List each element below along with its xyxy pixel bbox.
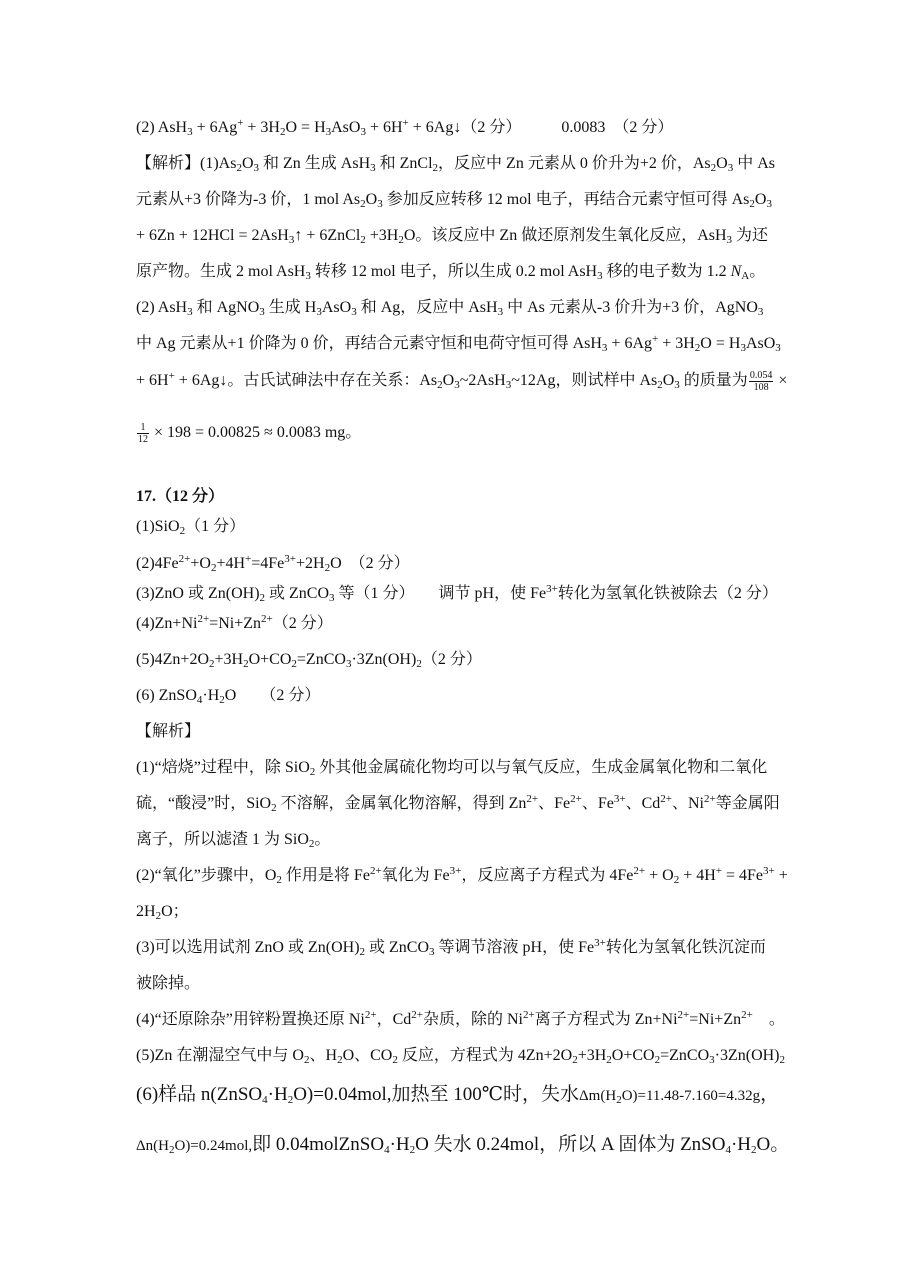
text-segment: 2 — [304, 1054, 310, 1066]
text-segment: 2 — [168, 1144, 175, 1156]
text-segment: 2 — [710, 162, 717, 174]
text-line-l13 — [136, 583, 778, 605]
text-segment: + 3H — [243, 119, 280, 136]
text-segment: 转化为氢氧化铁被除去（2 分） — [557, 585, 778, 602]
text-segment: 2 — [337, 1054, 343, 1066]
text-segment: 3 — [601, 342, 608, 354]
text-segment: O = H — [285, 119, 326, 136]
text-segment: 3 — [259, 306, 265, 318]
text-segment: 原产物。生成 2 mol AsH — [136, 263, 306, 280]
text-segment: 2 — [673, 874, 680, 886]
text-segment: + O — [645, 867, 674, 884]
text-segment: 、Fe — [581, 795, 614, 812]
text-segment: 即 0.04molZnSO — [252, 1134, 385, 1155]
text-segment: 2 — [392, 1054, 398, 1066]
text-segment: 2 — [279, 126, 286, 138]
text-segment: 、H — [309, 1047, 338, 1064]
text-segment: 3+ — [284, 553, 296, 565]
text-segment: 的质量为 — [679, 372, 748, 390]
text-segment: 2 — [210, 562, 217, 574]
text-segment: 2 — [360, 198, 366, 210]
text-segment: 4 — [384, 1144, 390, 1156]
text-segment: 3 — [454, 379, 460, 392]
text-segment: 2+ — [411, 1009, 423, 1021]
text-segment: 2 — [416, 658, 422, 670]
text-segment: 2+ — [633, 865, 646, 877]
text-line-l9 — [136, 422, 361, 445]
fraction-denominator: 108 — [753, 382, 769, 393]
text-line-l10 — [136, 486, 224, 508]
text-segment: + 6Ag — [192, 119, 238, 136]
text-segment: (3)可以选用试剂 ZnO 或 Zn(OH) — [136, 939, 360, 956]
text-segment: 2+ — [364, 1009, 377, 1021]
text-line-l5 — [136, 261, 765, 283]
text-segment: 3 — [253, 162, 260, 174]
text-segment: ~2AsH — [459, 372, 506, 390]
text-segment: 2 — [606, 1054, 612, 1066]
text-line-l8 — [136, 370, 787, 393]
text-segment: + 6Ag — [607, 335, 652, 352]
text-segment: 3+ — [546, 583, 558, 595]
text-segment: 中 Ag 元素从+1 价降为 0 价，再结合元素守恒和电荷守恒可得 AsH — [136, 335, 602, 352]
text-line-l11 — [136, 516, 245, 538]
text-segment: O — [754, 191, 767, 208]
text-segment: 2 — [751, 1144, 757, 1156]
text-segment: (2)“氧化”步骤中，O — [136, 867, 277, 884]
text-segment: 2 — [308, 838, 315, 850]
text-segment: 氧化为 Fe — [381, 867, 450, 884]
text-segment: 4 — [196, 694, 203, 706]
text-segment: ↑ + 6ZnCl — [294, 227, 361, 244]
text-segment: = 4Fe — [722, 867, 764, 884]
text-segment: 或 ZnCO — [365, 939, 430, 956]
text-segment: 被除掉。 — [136, 975, 201, 992]
text-segment: (4)“还原除杂”用锌粉置换还原 Ni — [136, 1011, 365, 1028]
text-segment: =4Fe — [251, 555, 285, 572]
text-segment: 2+ — [197, 613, 210, 625]
text-segment: × — [774, 372, 788, 390]
text-segment: O — [365, 191, 378, 208]
text-segment: 3+ — [594, 937, 606, 949]
text-segment: × 198 = 0.00825 ≈ 0.0083 mg。 — [150, 424, 362, 442]
text-segment: =Ni+Zn — [209, 615, 261, 632]
text-segment: 2 — [309, 766, 316, 778]
text-segment: (5)4Zn+2O — [136, 651, 210, 668]
text-segment: 和 AgNO — [192, 299, 260, 316]
text-segment: AsO — [331, 119, 361, 136]
text-segment: O （2 分） — [330, 555, 410, 572]
text-segment: 2 — [276, 874, 282, 886]
text-segment: + 6Ag↓（2 分） 0.0083 （2 分） — [408, 119, 674, 136]
text-segment: 2 — [271, 802, 277, 814]
text-segment: AsO — [745, 335, 776, 352]
text-line-l20 — [136, 829, 330, 851]
text-line-l24 — [136, 973, 200, 995]
text-segment: ·H — [267, 1084, 288, 1105]
text-segment: + 6Ag↓。古氏试砷法中存在关系：As — [174, 372, 438, 390]
text-segment: 2 — [155, 910, 162, 922]
text-segment: 3 — [360, 126, 366, 138]
text-segment: 2 — [654, 1054, 661, 1066]
text-line-l27 — [136, 1084, 779, 1107]
text-segment: (6) ZnSO — [136, 687, 197, 704]
text-segment: 3 — [709, 1054, 715, 1066]
text-segment: 2H — [136, 903, 156, 920]
text-segment: O — [442, 372, 455, 390]
text-segment: Δm(H — [579, 1088, 617, 1104]
text-line-l21 — [136, 865, 788, 887]
text-segment: ~12Ag，则试样中 As — [511, 372, 658, 390]
text-segment: 2 — [179, 525, 186, 537]
text-segment: 、Cd — [625, 795, 661, 812]
text-segment: + 6H — [136, 372, 169, 390]
text-segment: 3 — [766, 198, 772, 210]
text-segment: =ZnCO — [660, 1047, 710, 1064]
text-segment: 2 — [779, 1054, 786, 1066]
text-segment: 离子，所以滤渣 1 为 SiO — [136, 831, 309, 848]
text-segment: + 6H — [365, 119, 403, 136]
text-segment: 3 — [370, 162, 376, 174]
text-segment: 作用是将 Fe — [281, 867, 370, 884]
text-segment: 2 — [359, 946, 366, 958]
text-segment: 杂质，除的 Ni — [423, 1011, 524, 1028]
text-segment: 2+ — [261, 613, 273, 625]
text-line-l17 — [136, 721, 200, 743]
text-segment: (1)“焙烧”过程中，除 SiO — [136, 759, 310, 776]
text-segment: + — [715, 865, 722, 877]
text-segment: 3 — [740, 342, 746, 354]
text-segment: 3 — [727, 162, 734, 174]
text-segment: 3 — [775, 342, 781, 354]
text-segment: 2 — [236, 162, 242, 174]
text-segment: +3H — [577, 1047, 607, 1064]
text-segment: 2 — [360, 234, 366, 246]
text-segment: 3 — [726, 234, 733, 246]
text-segment: 中 As 元素从-3 价升为+3 价，AgNO — [503, 299, 758, 316]
text-segment: 3+ — [613, 793, 626, 805]
text-segment: 。 — [314, 831, 331, 848]
text-segment: 硫，“酸浸”时，SiO — [136, 795, 272, 812]
text-segment: ， — [760, 1084, 780, 1105]
text-segment: 外其他金属硫化物均可以与氧气反应，生成金属氧化物和二氧化 — [315, 759, 768, 776]
text-line-l12 — [136, 553, 410, 575]
text-segment: ，反应离子方程式为 4Fe — [461, 867, 634, 884]
text-line-l19 — [136, 793, 780, 815]
text-segment: 2 — [291, 658, 297, 670]
text-segment: O。 — [756, 1134, 790, 1155]
text-segment: ·3Zn(OH) — [351, 651, 417, 668]
text-segment: 3 — [497, 306, 504, 318]
text-segment: （2 分） — [421, 651, 482, 668]
text-line-l16 — [136, 685, 320, 707]
text-segment: 3+ — [763, 865, 775, 877]
text-segment: 2+ — [677, 1009, 690, 1021]
text-segment: 2 — [657, 379, 663, 392]
text-segment: =ZnCO — [296, 651, 346, 668]
text-segment: 3 — [429, 946, 435, 958]
text-segment: 2 — [694, 342, 701, 354]
text-segment: 和 Ag，反应中 AsH — [356, 299, 498, 316]
text-segment: O)=11.48-7.160=4.32g — [621, 1088, 761, 1104]
text-segment: ，反应中 Zn 元素从 0 价升为+2 价，As — [438, 155, 711, 172]
text-segment: ·3Zn(OH) — [714, 1047, 780, 1064]
text-segment: + — [402, 117, 409, 129]
text-segment: (4)Zn+Ni — [136, 615, 198, 632]
text-segment: =Ni+Zn — [689, 1011, 742, 1028]
text-segment: 3 — [345, 658, 352, 670]
text-line-l7 — [136, 333, 781, 355]
text-segment: 或 ZnCO — [265, 585, 330, 602]
text-segment: 2 — [398, 234, 404, 246]
text-line-l18 — [136, 757, 767, 779]
text-segment: 3 — [325, 126, 332, 138]
text-segment: （1 分） — [185, 518, 246, 535]
text-segment: (3)ZnO 或 Zn(OH) — [136, 585, 260, 602]
text-segment: 2 — [409, 1144, 416, 1156]
text-segment: O、CO — [342, 1047, 393, 1064]
text-segment: 2 — [259, 592, 266, 604]
text-line-l15 — [136, 649, 482, 671]
text-segment: AsO — [321, 299, 352, 316]
text-segment: A — [741, 270, 750, 282]
text-segment: 3 — [351, 306, 357, 318]
text-line-l2 — [136, 153, 775, 175]
text-segment: 2+ — [178, 553, 191, 565]
text-line-l14 — [136, 613, 333, 635]
text-line-l3 — [136, 189, 772, 211]
text-segment: 2+ — [660, 793, 672, 805]
text-segment: 转移 12 mol 电子，所以生成 0.2 mol AsH — [310, 263, 598, 280]
text-segment: O — [716, 155, 728, 172]
text-segment: 生成 H — [264, 299, 317, 316]
text-segment: 4 — [262, 1094, 268, 1106]
text-segment: 中 As — [733, 155, 775, 172]
text-segment: Δn(H — [136, 1138, 169, 1154]
text-segment: + — [774, 867, 788, 884]
text-segment: +3H — [365, 227, 399, 244]
text-segment: 。 — [752, 1011, 785, 1028]
text-segment: (2)4Fe — [136, 555, 179, 572]
text-segment: O — [241, 155, 254, 172]
text-segment: 2 — [287, 1094, 294, 1106]
text-segment: (2) AsH — [136, 299, 188, 316]
text-segment: 2 — [209, 658, 215, 670]
text-segment: 等（1 分） 调节 pH，使 Fe — [334, 585, 547, 602]
fraction — [137, 422, 149, 445]
text-segment: 2+ — [570, 793, 582, 805]
text-segment: 参加反应转移 12 mol 电子，再结合元素守恒可得 As — [382, 191, 750, 208]
fraction-numerator: 0.054 — [749, 370, 773, 381]
text-segment: + 6Zn + 12HCl = 2AsH — [136, 227, 289, 244]
text-segment: 等金属阳 — [715, 795, 780, 812]
text-segment: 【解析】(1)As — [136, 155, 237, 172]
text-segment: O)=0.24mol, — [174, 1138, 253, 1154]
text-segment: 【解析】 — [136, 723, 201, 740]
text-segment: ·H — [389, 1134, 410, 1155]
text-segment: 2+ — [526, 793, 539, 805]
fraction-numerator: 1 — [137, 422, 149, 434]
fraction — [749, 370, 774, 393]
text-line-l23 — [136, 937, 766, 959]
text-segment: 3 — [187, 126, 193, 138]
text-segment: 3 — [377, 198, 383, 210]
text-segment: + — [245, 553, 252, 565]
text-segment: + — [168, 370, 175, 383]
text-segment: 2 — [243, 658, 249, 670]
fraction-denominator: 12 — [138, 434, 148, 445]
text-segment: 2 — [572, 1054, 578, 1066]
text-segment: 2+ — [704, 793, 716, 805]
text-segment: 和 ZnCl — [375, 155, 433, 172]
text-segment: 等调节溶液 pH，使 Fe — [434, 939, 595, 956]
text-segment: + — [237, 117, 244, 129]
text-segment: 为还 — [732, 227, 769, 244]
text-segment: + 4H — [679, 867, 716, 884]
text-segment: 转化为氢氧化铁沉淀而 — [605, 939, 766, 956]
text-segment: 3 — [288, 234, 295, 246]
text-segment: ·H — [730, 1134, 752, 1155]
text-line-l22 — [136, 901, 189, 923]
text-line-l26 — [136, 1045, 785, 1067]
text-segment: O+CO — [248, 651, 292, 668]
text-segment: 、Ni — [671, 795, 704, 812]
text-segment: O = H — [700, 335, 741, 352]
text-line-l6 — [136, 297, 763, 319]
text-segment: (5)Zn 在潮湿空气中与 O — [136, 1047, 304, 1064]
text-segment: +O — [190, 555, 211, 572]
text-segment: 。 — [749, 263, 766, 280]
text-segment: 3 — [674, 379, 680, 392]
text-segment: 2 — [432, 162, 439, 174]
text-segment: 2 — [324, 562, 331, 574]
text-segment: 2+ — [369, 865, 382, 877]
text-segment: O+CO — [611, 1047, 655, 1064]
text-segment: 2 — [749, 198, 755, 210]
text-line-l4 — [136, 225, 768, 247]
text-segment: 3+ — [449, 865, 462, 877]
text-segment: 离子方程式为 Zn+Ni — [534, 1011, 678, 1028]
text-segment: (1)SiO — [136, 518, 180, 535]
text-segment: 3 — [187, 306, 193, 318]
text-segment: 3 — [329, 592, 335, 604]
text-segment: (6)样品 n(ZnSO — [136, 1084, 263, 1105]
text-segment: 移的电子数为 1.2 — [602, 263, 731, 280]
text-segment: ，Cd — [376, 1011, 412, 1028]
text-segment: 3 — [505, 379, 512, 392]
text-segment: 3 — [597, 270, 603, 282]
text-segment: 2+ — [741, 1009, 753, 1021]
text-segment: O。该反应中 Zn 做还原剂发生氧化反应，AsH — [403, 227, 727, 244]
text-line-l25 — [136, 1009, 785, 1031]
text-segment: 4 — [725, 1144, 731, 1156]
text-segment: 2+ — [523, 1009, 535, 1021]
text-line-l1 — [136, 117, 673, 139]
text-segment: 3 — [305, 270, 311, 282]
text-segment: ·H — [202, 687, 220, 704]
text-segment: 和 Zn 生成 AsH — [259, 155, 371, 172]
text-segment: +4H — [216, 555, 246, 572]
text-segment: 2 — [219, 694, 225, 706]
text-segment: 、Fe — [538, 795, 571, 812]
text-segment: 2 — [437, 379, 443, 392]
text-segment: （2 分） — [272, 615, 333, 632]
text-segment: O 失水 0.24mol，所以 A 固体为 ZnSO — [415, 1134, 726, 1155]
text-segment: +3H — [214, 651, 244, 668]
text-segment: 3 — [757, 306, 764, 318]
text-segment: 3 — [316, 306, 322, 318]
text-line-l28 — [136, 1134, 789, 1157]
text-segment: O — [662, 372, 675, 390]
text-segment: 元素从+3 价降为-3 价，1 mol As — [136, 191, 361, 208]
text-segment: +2H — [296, 555, 325, 572]
text-segment: + 3H — [658, 335, 695, 352]
text-segment: 2 — [616, 1094, 622, 1106]
text-segment: O)=0.04mol,加热至 100℃时，失水 — [293, 1084, 580, 1105]
text-segment: (2) AsH — [136, 119, 188, 136]
text-segment: O （2 分） — [224, 687, 321, 704]
text-segment: 不溶解，金属氧化物溶解，得到 Zn — [276, 795, 527, 812]
text-segment: O； — [161, 903, 189, 920]
text-segment: + — [652, 333, 659, 345]
text-segment: 17.（12 分） — [136, 488, 225, 505]
text-segment: N — [730, 263, 742, 280]
text-segment: 反应，方程式为 4Zn+2O — [397, 1047, 573, 1064]
